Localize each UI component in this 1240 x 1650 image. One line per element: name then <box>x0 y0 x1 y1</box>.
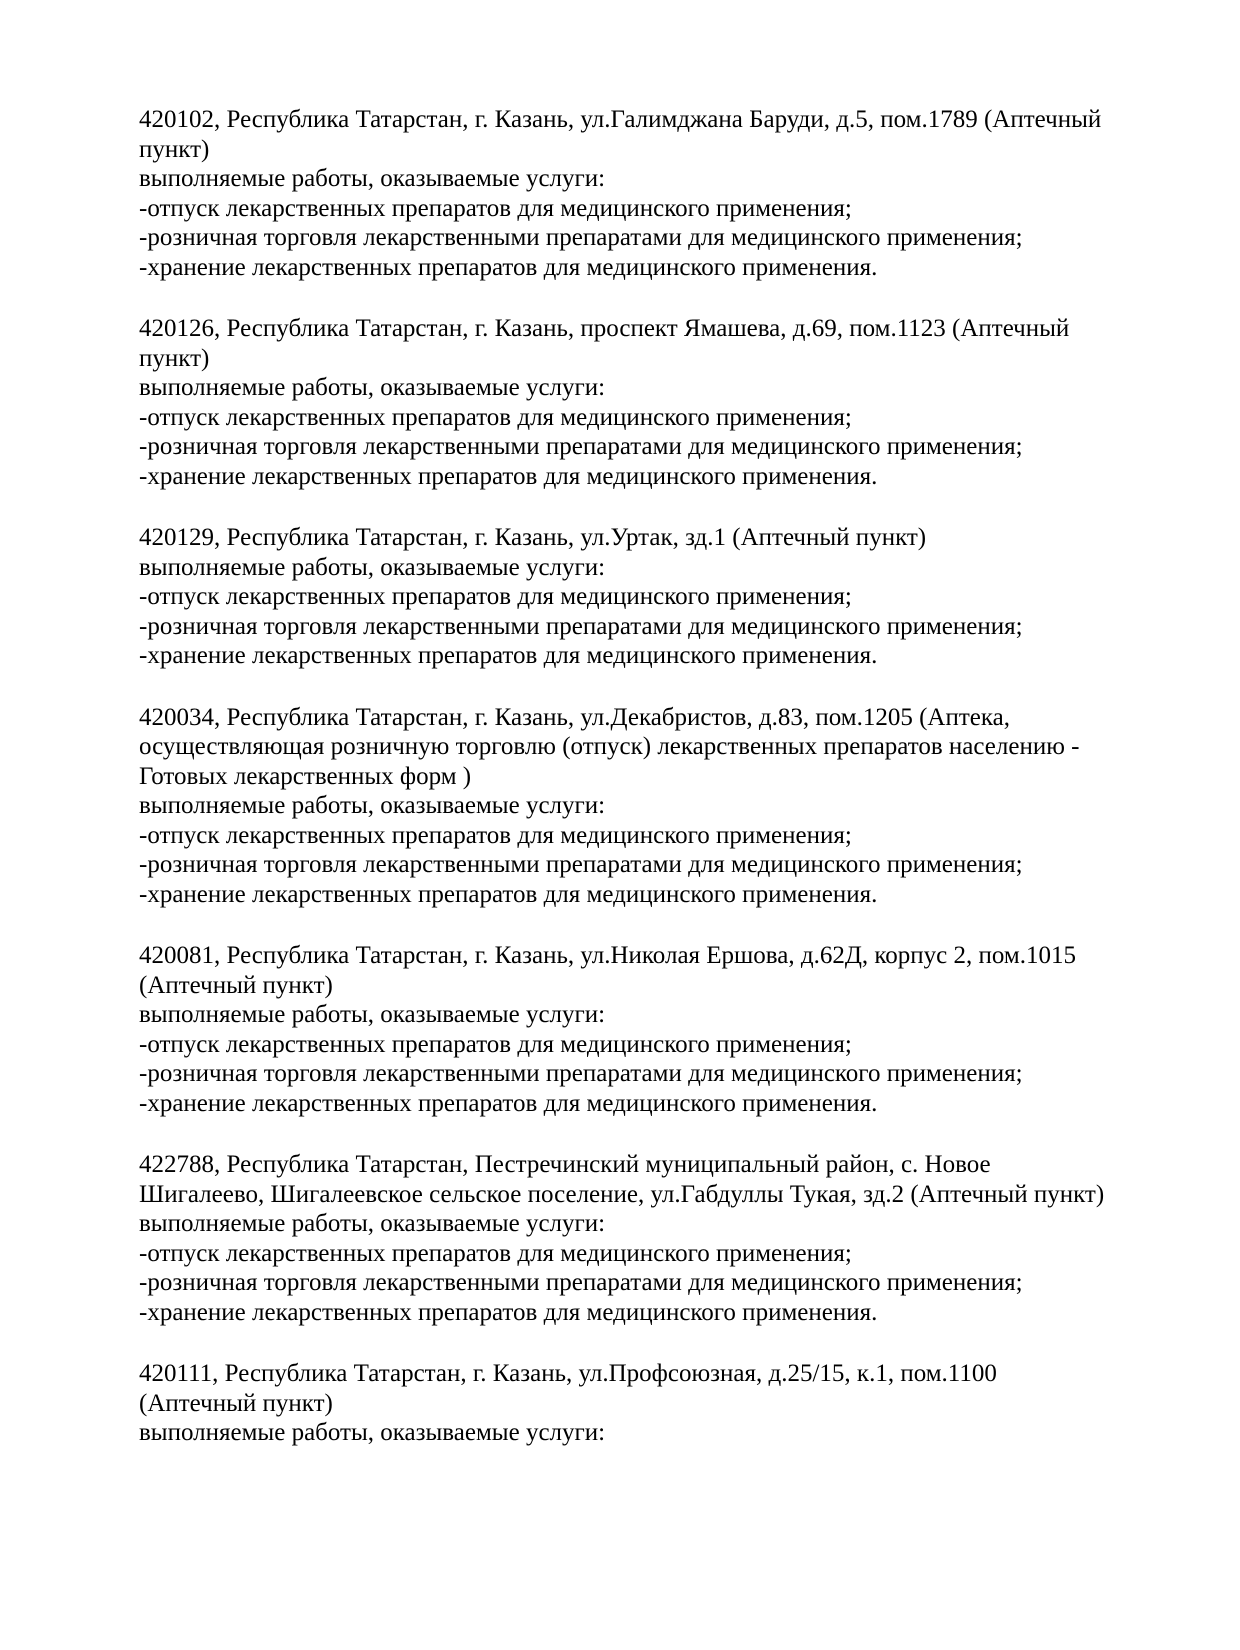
license-entry <box>139 1150 1119 1327</box>
services-header: выполняемые работы, оказываемые услуги: <box>139 1419 606 1446</box>
services-header: выполняемые работы, оказываемые услуги: <box>139 553 606 581</box>
entry-address: 420034, Республика Татарстан, г. Казань, ул.Декабристов, д.83, пом.1205 (Аптека, осуществляющая розничную торговлю (отпуск) лекарственных препаратов населению - Готовых лекарственных форм ) <box>139 703 1080 790</box>
service-item: -отпуск лекарственных препаратов для медицинского применения; <box>139 583 852 610</box>
service-item: -отпуск лекарственных препаратов для медицинского применения; <box>139 821 852 849</box>
entry-address: 420129, Республика Татарстан, г. Казань, ул.Уртак, зд.1 (Аптечный пункт) <box>139 524 927 551</box>
service-item: -хранение лекарственных препаратов для медицинского применения. <box>139 1298 878 1326</box>
service-item: -розничная торговля лекарственными препаратами для медицинского применения; <box>139 224 1023 251</box>
license-entry <box>139 105 1119 282</box>
license-entry <box>139 1359 1119 1448</box>
license-entry <box>139 314 1119 491</box>
services-header: выполняемые работы, оказываемые услуги: <box>139 165 606 192</box>
service-item: -хранение лекарственных препаратов для медицинского применения. <box>139 1089 878 1117</box>
license-entry <box>139 941 1119 1118</box>
entry-address: 420081, Республика Татарстан, г. Казань, ул.Николая Ершова, д.62Д, корпус 2, пом.1015 (Аптечный пункт) <box>139 942 1076 999</box>
service-item: -хранение лекарственных препаратов для медицинского применения. <box>139 253 878 281</box>
service-item: -отпуск лекарственных препаратов для медицинского применения; <box>139 1239 852 1267</box>
service-item: -розничная торговля лекарственными препаратами для медицинского применения; <box>139 612 1023 640</box>
services-header: выполняемые работы, оказываемые услуги: <box>139 374 606 401</box>
entry-address: 422788, Республика Татарстан, Пестречинский муниципальный район, с. Новое Шигалеево, Шигалеевское сельское поселение, ул.Габдуллы Тукая, зд.2 (Аптечный пункт) <box>139 1151 1105 1208</box>
service-item: -хранение лекарственных препаратов для медицинского применения. <box>139 880 878 908</box>
service-item: -розничная торговля лекарственными препаратами для медицинского применения; <box>139 433 1023 460</box>
service-item: -отпуск лекарственных препаратов для медицинского применения; <box>139 403 852 431</box>
service-item: -хранение лекарственных препаратов для медицинского применения. <box>139 642 878 669</box>
license-entry <box>139 703 1119 910</box>
entry-address: 420126, Республика Татарстан, г. Казань, проспект Ямашева, д.69, пом.1123 (Аптечный пункт) <box>139 315 1070 372</box>
entry-address: 420102, Республика Татарстан, г. Казань, ул.Галимджана Баруди, д.5, пом.1789 (Аптечный пункт) <box>139 106 1102 163</box>
entry-address: 420111, Республика Татарстан, г. Казань, ул.Профсоюзная, д.25/15, к.1, пом.1100 (Аптечный пункт) <box>139 1360 997 1417</box>
service-item: -розничная торговля лекарственными препаратами для медицинского применения; <box>139 1060 1023 1087</box>
service-item: -розничная торговля лекарственными препаратами для медицинского применения; <box>139 1269 1023 1296</box>
license-entry <box>139 523 1119 671</box>
service-item: -розничная торговля лекарственными препаратами для медицинского применения; <box>139 851 1023 878</box>
services-header: выполняемые работы, оказываемые услуги: <box>139 792 606 819</box>
service-item: -хранение лекарственных препаратов для медицинского применения. <box>139 462 878 490</box>
service-item: -отпуск лекарственных препаратов для медицинского применения; <box>139 1030 852 1058</box>
document-content <box>139 105 1119 1448</box>
services-header: выполняемые работы, оказываемые услуги: <box>139 1001 606 1028</box>
services-header: выполняемые работы, оказываемые услуги: <box>139 1210 606 1237</box>
service-item: -отпуск лекарственных препаратов для медицинского применения; <box>139 194 852 222</box>
